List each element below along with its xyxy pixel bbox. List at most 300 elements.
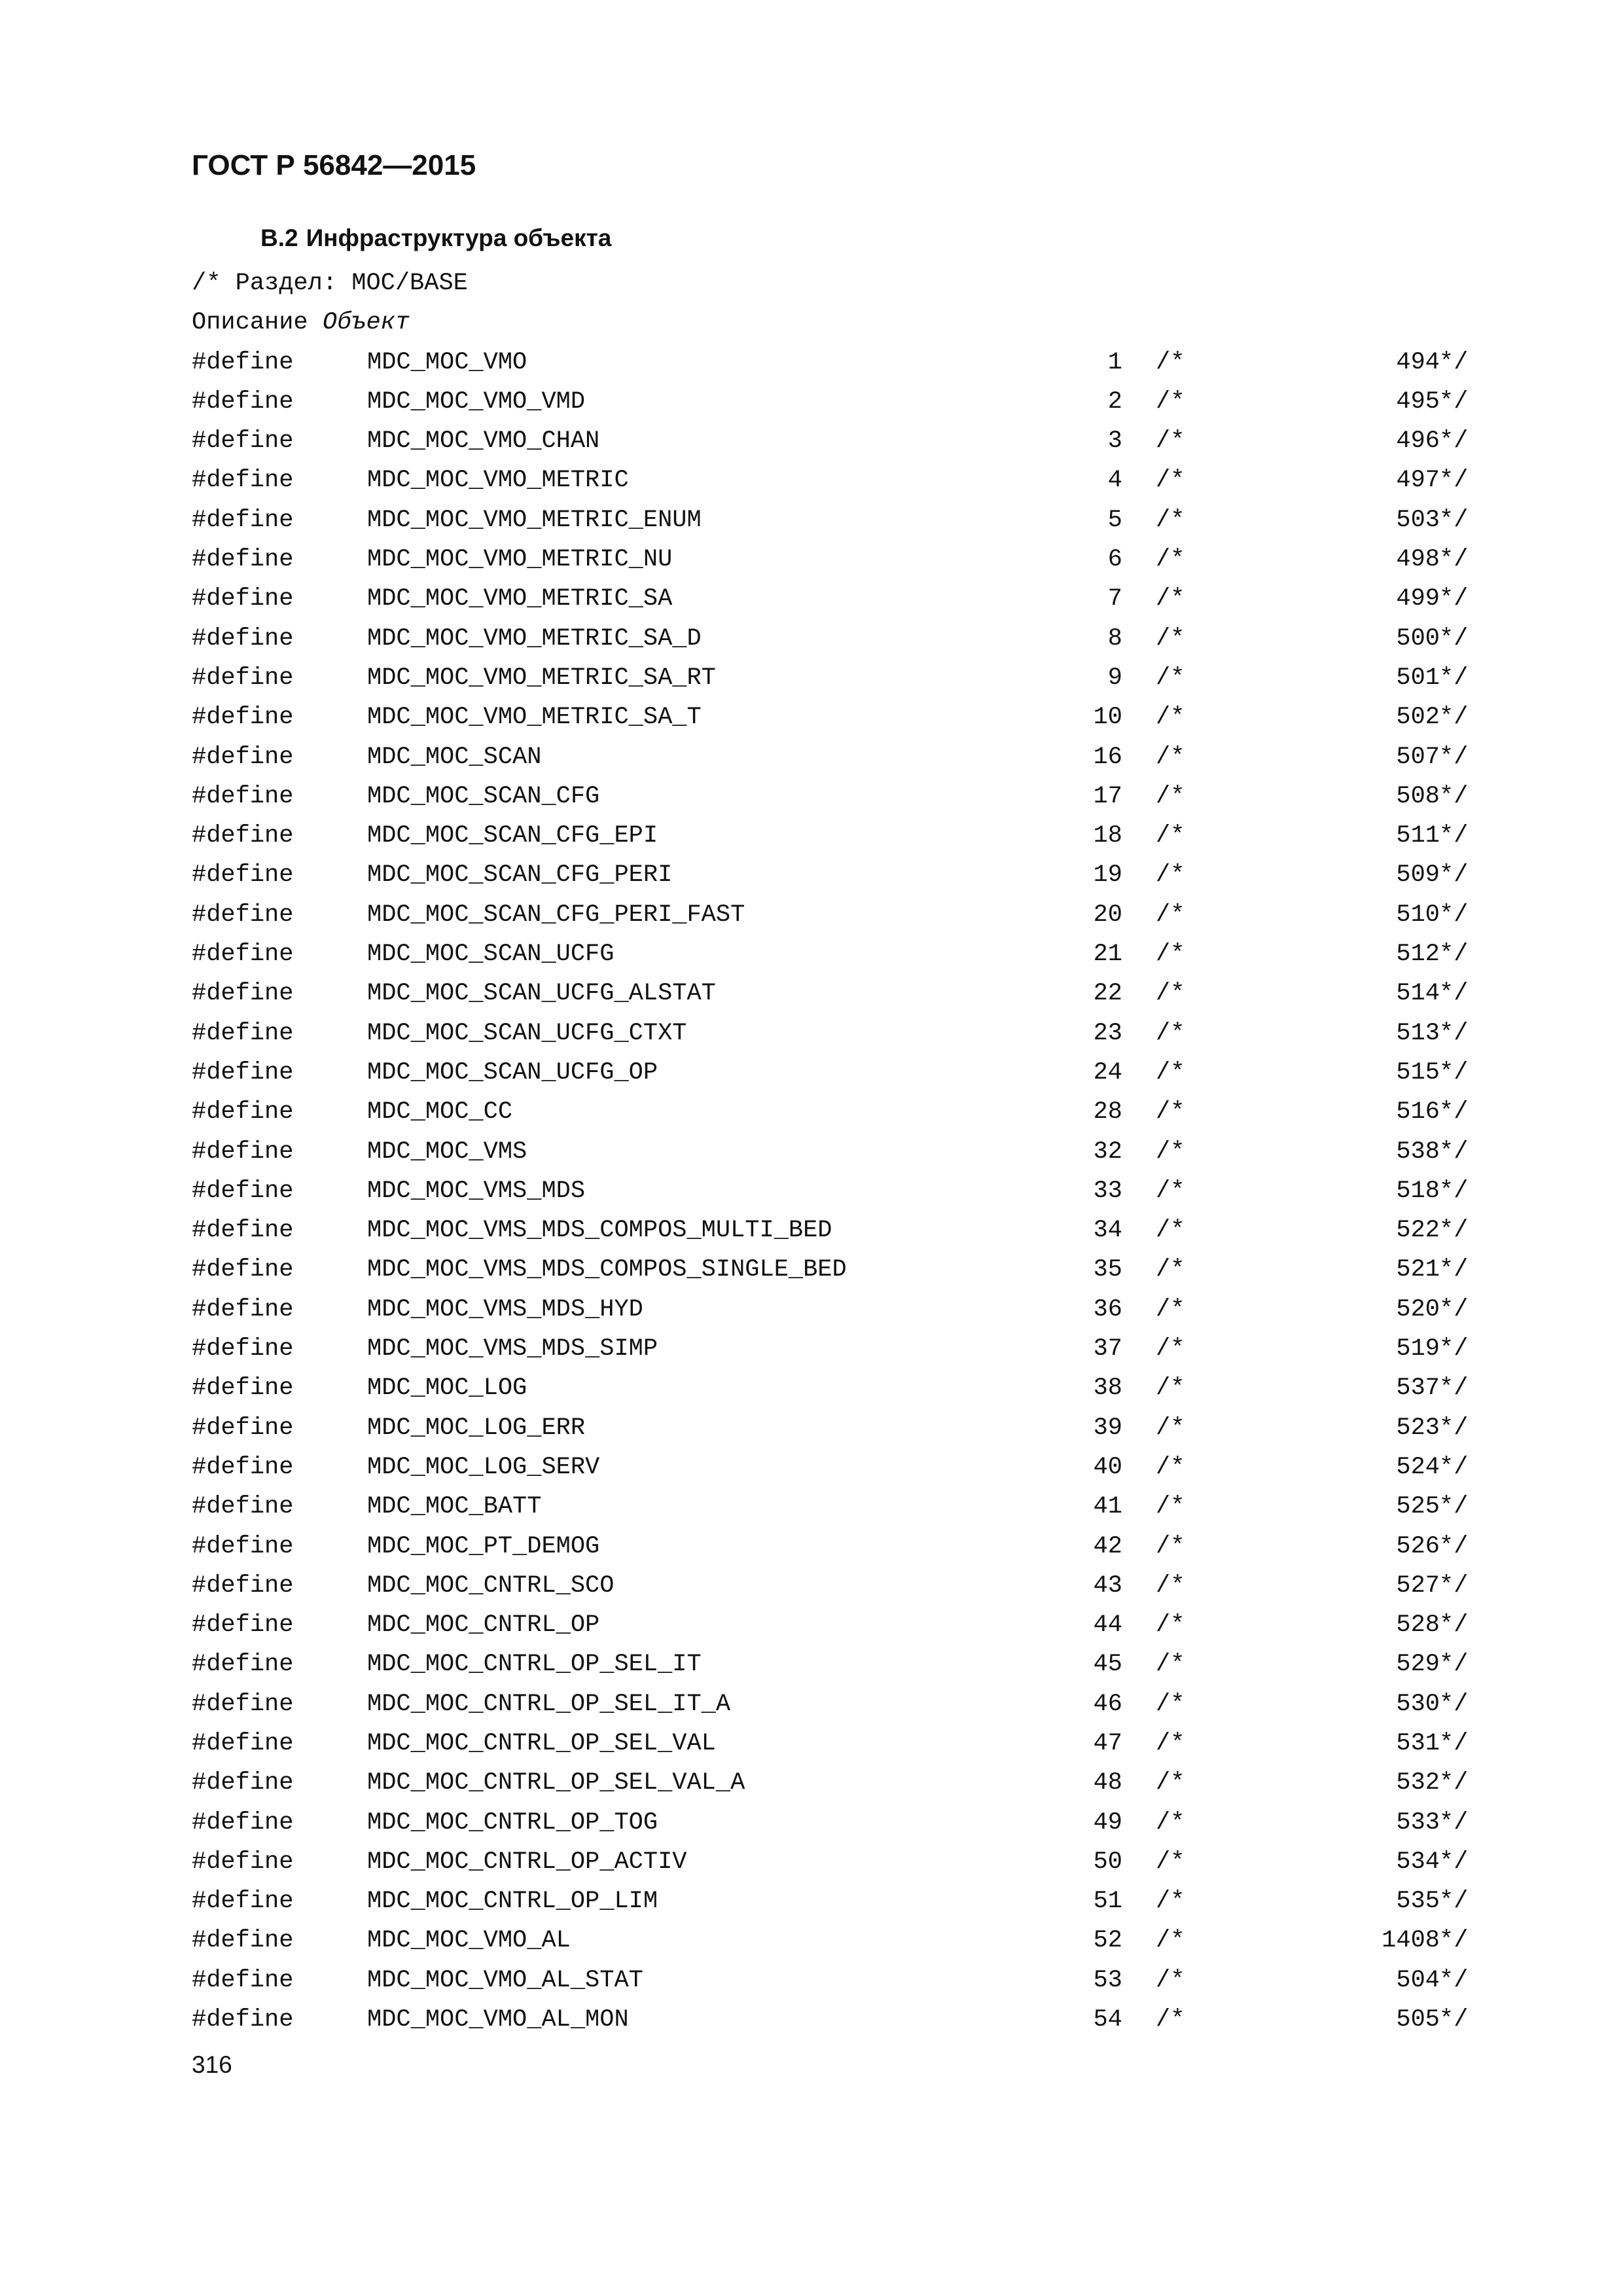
define-code: 35 (1093, 1256, 1122, 1284)
define-name: MDC_MOC_LOG (367, 1374, 527, 1403)
define-row (192, 1329, 1501, 1369)
define-code: 47 (1093, 1729, 1122, 1757)
section-number: B.2 (260, 224, 298, 251)
define-name: MDC_MOC_SCAN_CFG (367, 782, 600, 810)
define-row (192, 1605, 1501, 1645)
define-name: MDC_MOC_LOG_ERR (367, 1414, 586, 1442)
term-code: 504 (1396, 1966, 1440, 1994)
term-code: 500 (1396, 624, 1440, 653)
define-name: MDC_MOC_CNTRL_OP_SEL_IT_A (367, 1690, 731, 1718)
section-title: Инфраструктура объекта (306, 224, 612, 251)
define-keyword: #define (192, 506, 294, 534)
comment-close: */ (1439, 1927, 1469, 1955)
define-row (192, 1408, 1501, 1448)
define-code: 3 (1107, 427, 1122, 456)
term-code: 511 (1396, 822, 1440, 850)
define-name: MDC_MOC_VMO_METRIC (367, 467, 629, 495)
define-keyword: #define (192, 980, 294, 1008)
term-code: 523 (1396, 1414, 1440, 1442)
define-code: 49 (1093, 1808, 1122, 1837)
define-keyword: #define (192, 822, 294, 850)
comment-close: */ (1439, 901, 1469, 929)
term-code: 519 (1396, 1335, 1440, 1363)
define-name: MDC_MOC_PT_DEMOG (367, 1532, 600, 1560)
define-name: MDC_MOC_CNTRL_OP_TOG (367, 1808, 658, 1837)
define-row (192, 1724, 1501, 1763)
term-code: 521 (1396, 1256, 1440, 1284)
define-name: MDC_MOC_SCAN_UCFG_OP (367, 1058, 658, 1086)
comment-close: */ (1439, 1098, 1469, 1126)
define-keyword: #define (192, 585, 294, 613)
comment-close: */ (1439, 624, 1469, 653)
term-code: 522 (1396, 1217, 1440, 1245)
comment-open: /* (1156, 1217, 1185, 1245)
define-code: 22 (1093, 980, 1122, 1008)
define-keyword: #define (192, 1138, 294, 1166)
define-keyword: #define (192, 1058, 294, 1086)
define-row (192, 1172, 1501, 1211)
comment-close: */ (1439, 941, 1469, 969)
define-name: MDC_MOC_VMO_METRIC_SA_RT (367, 664, 716, 692)
define-name: MDC_MOC_VMS_MDS (367, 1177, 586, 1205)
term-code: 496 (1396, 427, 1440, 456)
define-code: 52 (1093, 1927, 1122, 1955)
define-row (192, 343, 1501, 382)
comment-close: */ (1439, 743, 1469, 771)
comment-open: /* (1156, 1335, 1185, 1363)
comment-open: /* (1156, 1611, 1185, 1640)
define-row (192, 461, 1501, 500)
define-keyword: #define (192, 1295, 294, 1323)
define-row (192, 1882, 1501, 1921)
comment-close: */ (1439, 1058, 1469, 1086)
term-code: 515 (1396, 1058, 1440, 1086)
term-code: 509 (1396, 861, 1440, 889)
define-code: 34 (1093, 1217, 1122, 1245)
define-name: MDC_MOC_SCAN_UCFG_CTXT (367, 1019, 687, 1047)
comment-open: /* (1156, 387, 1185, 416)
define-code: 53 (1093, 1966, 1122, 1994)
define-keyword: #define (192, 664, 294, 692)
define-keyword: #define (192, 1769, 294, 1797)
comment-open: /* (1156, 624, 1185, 653)
comment-open: /* (1156, 1690, 1185, 1718)
comment-close: */ (1439, 1769, 1469, 1797)
define-name: MDC_MOC_CNTRL_OP_SEL_VAL_A (367, 1769, 745, 1797)
define-row (192, 1290, 1501, 1329)
term-code: 499 (1396, 585, 1440, 613)
comment-close: */ (1439, 1690, 1469, 1718)
define-code: 50 (1093, 1848, 1122, 1876)
define-code: 44 (1093, 1611, 1122, 1640)
define-row (192, 2000, 1501, 2039)
comment-close: */ (1439, 1611, 1469, 1640)
define-code: 37 (1093, 1335, 1122, 1363)
comment-close: */ (1439, 861, 1469, 889)
define-code: 54 (1093, 2006, 1122, 2034)
define-row (192, 1566, 1501, 1605)
comment-open: /* (1156, 1493, 1185, 1521)
define-keyword: #define (192, 348, 294, 376)
define-name: MDC_MOC_SCAN_CFG_PERI (367, 861, 673, 889)
term-code: 514 (1396, 980, 1440, 1008)
comment-close: */ (1439, 1138, 1469, 1166)
define-name: MDC_MOC_VMO_METRIC_ENUM (367, 506, 702, 534)
define-name: MDC_MOC_BATT (367, 1493, 542, 1521)
define-row (192, 658, 1501, 698)
define-name: MDC_MOC_VMO_AL_MON (367, 2006, 629, 2034)
comment-close: */ (1439, 1256, 1469, 1284)
define-row (192, 501, 1501, 540)
define-code: 36 (1093, 1295, 1122, 1323)
term-code: 526 (1396, 1532, 1440, 1560)
comment-open: /* (1156, 743, 1185, 771)
define-keyword: #define (192, 1651, 294, 1679)
define-keyword: #define (192, 1414, 294, 1442)
define-row (192, 974, 1501, 1013)
comment-close: */ (1439, 546, 1469, 574)
define-name: MDC_MOC_VMO_METRIC_SA (367, 585, 673, 613)
comment-close: */ (1439, 2006, 1469, 2034)
comment-open: /* (1156, 1098, 1185, 1126)
comment-open: /* (1156, 1058, 1185, 1086)
define-keyword: #define (192, 1848, 294, 1876)
description-label: Описание (192, 309, 323, 337)
define-name: MDC_MOC_VMO_AL_STAT (367, 1966, 643, 1994)
comment-open: /* (1156, 861, 1185, 889)
define-name: MDC_MOC_VMO (367, 348, 527, 376)
comment-open: /* (1156, 1927, 1185, 1955)
define-name: MDC_MOC_VMO_METRIC_NU (367, 546, 673, 574)
define-row (192, 855, 1501, 895)
comment-open: /* (1156, 2006, 1185, 2034)
comment-close: */ (1439, 506, 1469, 534)
define-name: MDC_MOC_SCAN_CFG_PERI_FAST (367, 901, 745, 929)
define-keyword: #define (192, 467, 294, 495)
comment-close: */ (1439, 1808, 1469, 1837)
define-keyword: #define (192, 1453, 294, 1481)
define-code: 16 (1093, 743, 1122, 771)
comment-open: /* (1156, 546, 1185, 574)
define-code: 43 (1093, 1571, 1122, 1600)
define-keyword: #define (192, 941, 294, 969)
define-name: MDC_MOC_VMO_METRIC_SA_T (367, 704, 702, 732)
comment-open: /* (1156, 1453, 1185, 1481)
comment-close: */ (1439, 1453, 1469, 1481)
define-keyword: #define (192, 1177, 294, 1205)
comment-close: */ (1439, 1651, 1469, 1679)
term-code: 520 (1396, 1295, 1440, 1323)
comment-open: /* (1156, 980, 1185, 1008)
define-row (192, 422, 1501, 461)
define-row (192, 1132, 1501, 1172)
define-row (192, 579, 1501, 619)
define-row (192, 1053, 1501, 1092)
term-code: 533 (1396, 1808, 1440, 1837)
define-code: 32 (1093, 1138, 1122, 1166)
term-code: 495 (1396, 387, 1440, 416)
comment-open: /* (1156, 822, 1185, 850)
term-code: 502 (1396, 704, 1440, 732)
define-row (192, 1645, 1501, 1684)
term-code: 497 (1396, 467, 1440, 495)
comment-open: /* (1156, 704, 1185, 732)
define-row (192, 1487, 1501, 1526)
define-keyword: #define (192, 1888, 294, 1916)
define-name: MDC_MOC_LOG_SERV (367, 1453, 600, 1481)
term-code: 518 (1396, 1177, 1440, 1205)
comment-close: */ (1439, 782, 1469, 810)
define-row (192, 1211, 1501, 1250)
define-code: 17 (1093, 782, 1122, 810)
term-code: 1408 (1382, 1927, 1440, 1955)
comment-open: /* (1156, 1019, 1185, 1047)
define-name: MDC_MOC_VMO_AL (367, 1927, 571, 1955)
term-code: 535 (1396, 1888, 1440, 1916)
term-code: 531 (1396, 1729, 1440, 1757)
define-row (192, 895, 1501, 935)
comment-open: /* (1156, 1729, 1185, 1757)
define-row (192, 619, 1501, 658)
section-heading (260, 223, 611, 254)
comment-close: */ (1439, 1217, 1469, 1245)
comment-open: /* (1156, 1532, 1185, 1560)
comment-open: /* (1156, 1888, 1185, 1916)
define-name: MDC_MOC_SCAN_UCFG (367, 941, 615, 969)
term-code: 537 (1396, 1374, 1440, 1403)
standard-header: ГОСТ Р 56842—2015 (192, 149, 476, 181)
term-code: 528 (1396, 1611, 1440, 1640)
comment-open: /* (1156, 1808, 1185, 1837)
comment-open: /* (1156, 1295, 1185, 1323)
term-code: 524 (1396, 1453, 1440, 1481)
comment-open: /* (1156, 467, 1185, 495)
term-code: 510 (1396, 901, 1440, 929)
define-keyword: #define (192, 743, 294, 771)
define-keyword: #define (192, 1571, 294, 1600)
term-code: 513 (1396, 1019, 1440, 1047)
define-code: 39 (1093, 1414, 1122, 1442)
define-row (192, 1842, 1501, 1882)
define-row (192, 698, 1501, 737)
define-name: MDC_MOC_CNTRL_SCO (367, 1571, 615, 1600)
comment-open: /* (1156, 1414, 1185, 1442)
define-keyword: #define (192, 1256, 294, 1284)
define-code: 7 (1107, 585, 1122, 613)
term-code: 534 (1396, 1848, 1440, 1876)
comment-open: /* (1156, 348, 1185, 376)
define-code: 40 (1093, 1453, 1122, 1481)
term-code: 529 (1396, 1651, 1440, 1679)
define-code: 23 (1093, 1019, 1122, 1047)
define-row (192, 1803, 1501, 1842)
define-row (192, 777, 1501, 816)
define-code: 18 (1093, 822, 1122, 850)
comment-close: */ (1439, 1848, 1469, 1876)
define-row (192, 1092, 1501, 1132)
comment-close: */ (1439, 1888, 1469, 1916)
comment-close: */ (1439, 1295, 1469, 1323)
define-code: 2 (1107, 387, 1122, 416)
term-code: 530 (1396, 1690, 1440, 1718)
comment-close: */ (1439, 1374, 1469, 1403)
comment-close: */ (1439, 704, 1469, 732)
define-keyword: #define (192, 704, 294, 732)
define-name: MDC_MOC_VMS (367, 1138, 527, 1166)
term-code: 532 (1396, 1769, 1440, 1797)
define-code: 5 (1107, 506, 1122, 534)
code-listing (192, 264, 1501, 2039)
define-code: 48 (1093, 1769, 1122, 1797)
define-code: 33 (1093, 1177, 1122, 1205)
define-name: MDC_MOC_CNTRL_OP_SEL_VAL (367, 1729, 716, 1757)
define-code: 9 (1107, 664, 1122, 692)
term-code: 525 (1396, 1493, 1440, 1521)
define-row (192, 1369, 1501, 1408)
section-comment: /* Раздел: MOC/BASE (192, 270, 468, 297)
define-code: 45 (1093, 1651, 1122, 1679)
comment-open: /* (1156, 1256, 1185, 1284)
define-code: 6 (1107, 546, 1122, 574)
define-keyword: #define (192, 546, 294, 574)
comment-open: /* (1156, 1651, 1185, 1679)
comment-close: */ (1439, 1493, 1469, 1521)
define-keyword: #define (192, 782, 294, 810)
define-row (192, 816, 1501, 855)
define-keyword: #define (192, 1374, 294, 1403)
comment-open: /* (1156, 901, 1185, 929)
comment-close: */ (1439, 1729, 1469, 1757)
define-code: 46 (1093, 1690, 1122, 1718)
term-code: 527 (1396, 1571, 1440, 1600)
define-row (192, 738, 1501, 777)
define-code: 21 (1093, 941, 1122, 969)
define-row (192, 1763, 1501, 1803)
term-code: 494 (1396, 348, 1440, 376)
define-row (192, 1685, 1501, 1724)
define-row (192, 382, 1501, 422)
define-code: 28 (1093, 1098, 1122, 1126)
comment-close: */ (1439, 467, 1469, 495)
description-line (192, 303, 1501, 342)
term-code: 503 (1396, 506, 1440, 534)
define-row (192, 1921, 1501, 1960)
define-code: 1 (1107, 348, 1122, 376)
term-code: 501 (1396, 664, 1440, 692)
define-keyword: #define (192, 1808, 294, 1837)
define-keyword: #define (192, 1927, 294, 1955)
define-code: 24 (1093, 1058, 1122, 1086)
term-code: 538 (1396, 1138, 1440, 1166)
define-code: 41 (1093, 1493, 1122, 1521)
define-name: MDC_MOC_VMO_VMD (367, 387, 586, 416)
comment-close: */ (1439, 822, 1469, 850)
description-value: Объект (322, 309, 410, 337)
define-name: MDC_MOC_VMS_MDS_COMPOS_SINGLE_BED (367, 1256, 847, 1284)
define-name: MDC_MOC_CNTRL_OP_LIM (367, 1888, 658, 1916)
define-keyword: #define (192, 1098, 294, 1126)
comment-close: */ (1439, 387, 1469, 416)
define-code: 8 (1107, 624, 1122, 653)
define-name: MDC_MOC_VMS_MDS_HYD (367, 1295, 643, 1323)
comment-close: */ (1439, 1019, 1469, 1047)
term-code: 516 (1396, 1098, 1440, 1126)
define-keyword: #define (192, 1335, 294, 1363)
define-name: MDC_MOC_VMS_MDS_SIMP (367, 1335, 658, 1363)
comment-open: /* (1156, 1966, 1185, 1994)
comment-close: */ (1439, 1177, 1469, 1205)
define-name: MDC_MOC_SCAN_UCFG_ALSTAT (367, 980, 716, 1008)
define-row (192, 1961, 1501, 2000)
define-name: MDC_MOC_CNTRL_OP_ACTIV (367, 1848, 687, 1876)
define-keyword: #define (192, 1019, 294, 1047)
comment-open: /* (1156, 941, 1185, 969)
comment-open: /* (1156, 782, 1185, 810)
define-row (192, 1250, 1501, 1289)
define-keyword: #define (192, 1966, 294, 1994)
comment-close: */ (1439, 585, 1469, 613)
comment-close: */ (1439, 980, 1469, 1008)
define-code: 19 (1093, 861, 1122, 889)
define-row (192, 1448, 1501, 1487)
define-keyword: #define (192, 1729, 294, 1757)
define-name: MDC_MOC_SCAN_CFG_EPI (367, 822, 658, 850)
define-keyword: #define (192, 387, 294, 416)
define-list (192, 343, 1501, 2040)
comment-close: */ (1439, 348, 1469, 376)
define-row (192, 540, 1501, 579)
comment-open: /* (1156, 1848, 1185, 1876)
comment-open: /* (1156, 1177, 1185, 1205)
define-code: 51 (1093, 1888, 1122, 1916)
define-row (192, 1014, 1501, 1053)
define-name: MDC_MOC_VMO_METRIC_SA_D (367, 624, 702, 653)
page-number: 316 (192, 2051, 232, 2078)
term-code: 498 (1396, 546, 1440, 574)
define-code: 10 (1093, 704, 1122, 732)
define-name: MDC_MOC_VMS_MDS_COMPOS_MULTI_BED (367, 1217, 832, 1245)
comment-open: /* (1156, 506, 1185, 534)
define-keyword: #define (192, 1217, 294, 1245)
define-keyword: #define (192, 1690, 294, 1718)
term-code: 505 (1396, 2006, 1440, 2034)
term-code: 512 (1396, 941, 1440, 969)
define-keyword: #define (192, 901, 294, 929)
comment-open: /* (1156, 1138, 1185, 1166)
comment-close: */ (1439, 1414, 1469, 1442)
define-code: 20 (1093, 901, 1122, 929)
define-keyword: #define (192, 1532, 294, 1560)
define-name: MDC_MOC_CNTRL_OP (367, 1611, 600, 1640)
define-name: MDC_MOC_CNTRL_OP_SEL_IT (367, 1651, 702, 1679)
comment-open: /* (1156, 1571, 1185, 1600)
comment-open: /* (1156, 664, 1185, 692)
define-code: 4 (1107, 467, 1122, 495)
define-keyword: #define (192, 624, 294, 653)
comment-close: */ (1439, 1571, 1469, 1600)
comment-open: /* (1156, 1769, 1185, 1797)
comment-open: /* (1156, 1374, 1185, 1403)
comment-close: */ (1439, 1532, 1469, 1560)
define-name: MDC_MOC_VMO_CHAN (367, 427, 600, 456)
comment-open: /* (1156, 427, 1185, 456)
define-code: 38 (1093, 1374, 1122, 1403)
define-keyword: #define (192, 861, 294, 889)
define-name: MDC_MOC_CC (367, 1098, 513, 1126)
define-code: 42 (1093, 1532, 1122, 1560)
define-keyword: #define (192, 1611, 294, 1640)
comment-close: */ (1439, 1966, 1469, 1994)
